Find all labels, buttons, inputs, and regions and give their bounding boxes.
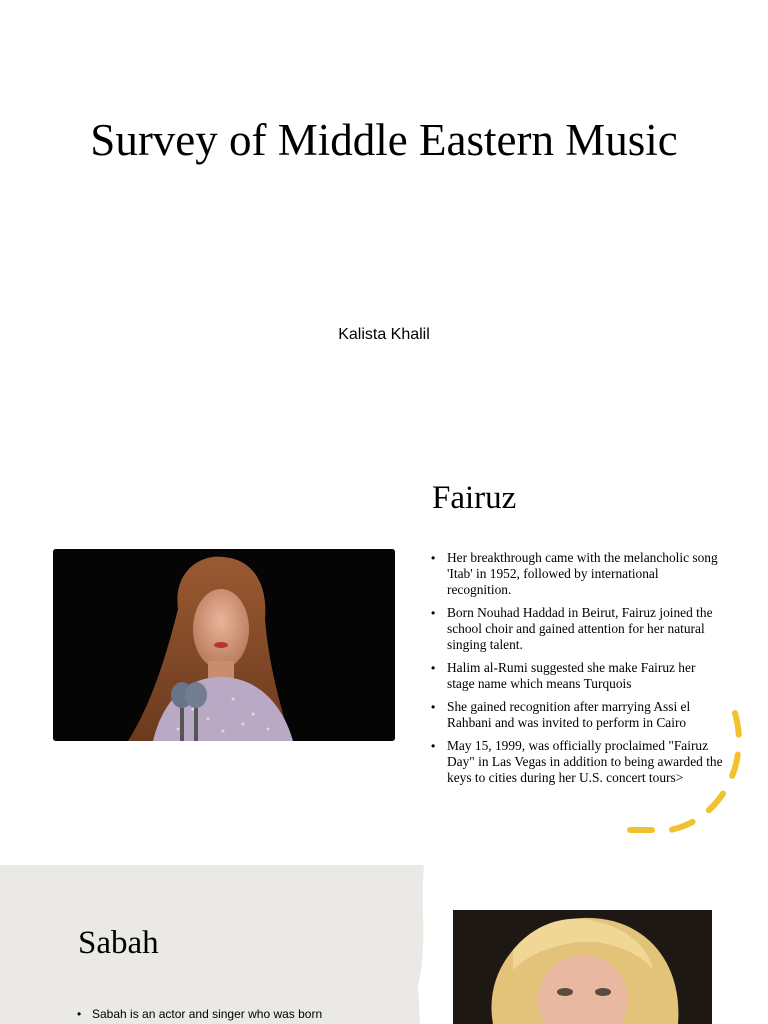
- fairuz-slide: [0, 440, 768, 865]
- list-item: • She gained recognition after marrying Assi el Rahbani and was invited to perform in Cairo: [430, 699, 726, 731]
- list-item: • Born Nouhad Haddad in Beirut, Fairuz joined the school choir and gained attention for her natural singing talent.: [430, 605, 726, 653]
- list-item: • Sabah is an actor and singer who was born: [76, 1006, 406, 1022]
- paper-background-panel: [0, 865, 430, 1024]
- author-name: Kalista Khalil: [338, 326, 430, 343]
- sabah-heading: Sabah: [78, 925, 159, 961]
- list-item: • May 15, 1999, was officially proclaimed "Fairuz Day" in Las Vegas in addition to being awarded the keys to cities during her U.S. concert tours>: [430, 738, 726, 786]
- decorative-dashed-arc: [610, 705, 750, 845]
- list-item: • Halim al-Rumi suggested she make Fairuz her stage name which means Turquois: [430, 660, 726, 692]
- sabah-photo: [453, 910, 712, 1024]
- fairuz-photo: [53, 549, 395, 741]
- list-item: • Her breakthrough came with the melancholic song 'Itab' in 1952, followed by international recognition.: [430, 550, 726, 598]
- fairuz-heading: Fairuz: [432, 480, 517, 516]
- sabah-bullet-list: [76, 1006, 406, 1022]
- sabah-slide: [0, 865, 768, 1024]
- presentation-title: Survey of Middle Eastern Music: [90, 115, 678, 165]
- title-slide: [0, 0, 768, 440]
